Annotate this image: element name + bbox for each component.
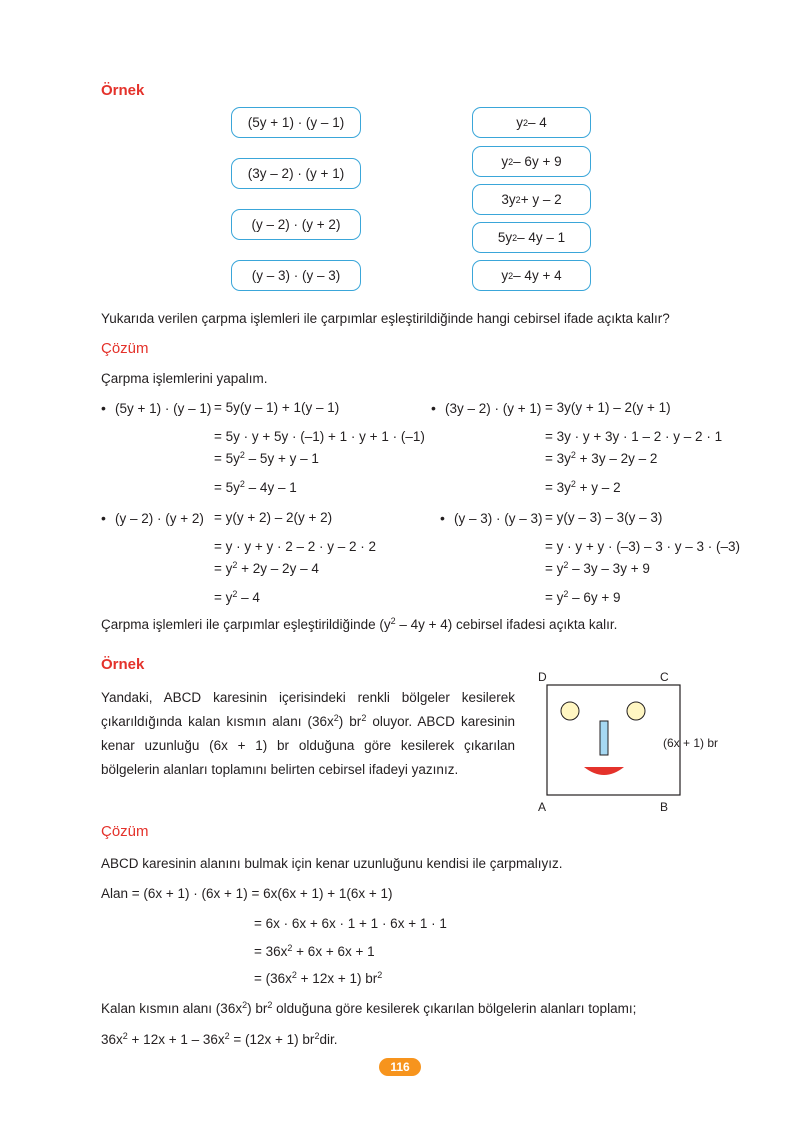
vertex-label-c: C [660, 670, 669, 684]
solution-heading: Çözüm [101, 340, 149, 357]
result-box: y 2 – 4y + 4 [472, 260, 591, 291]
result-box: y 2 – 6y + 9 [472, 146, 591, 177]
square-figure [520, 665, 740, 817]
vertex-label-a: A [538, 800, 547, 814]
vertex-label-b: B [660, 800, 669, 814]
expansion-step: = $y^2 + 2y - 2y - 4$ [214, 560, 319, 576]
expansion-label: • (3y – 2) · (y + 1) [431, 400, 541, 416]
expansion-step: = $3y^2 + y - 2$ [545, 479, 621, 495]
area-step: = $(36x^2 + 12x + 1)$ $br^2$ [254, 970, 383, 986]
expansion-step: = y · y + y · (–3) – 3 · y – 3 · (–3) [545, 539, 741, 554]
expansion-label: • (y – 3) · (y – 3) [440, 510, 543, 526]
vertex-label-d: D [538, 670, 547, 684]
question-text: Yukarıda verilen çarpma işlemleri ile çarpımlar eşleştirildiğinde hangi cebirsel ifade açıkta kalır? [101, 311, 670, 326]
remaining-area-text: Kalan kısmın alanı $(36x^2)$ $br^2$ olduğuna göre kesilerek çıkarılan bölgelerin alanları toplamı; [101, 1000, 637, 1016]
expansion-step: = $5y^2 - 5y + y - 1$ [214, 450, 319, 466]
left-eye-circle [561, 702, 579, 720]
right-eye-circle [627, 702, 645, 720]
expansion-step: = $y^2 - 6y + 9$ [545, 589, 621, 605]
expansion-step: = $y^2 - 3y - 3y + 9$ [545, 560, 650, 576]
solution-intro: Çarpma işlemlerini yapalım. [101, 371, 268, 386]
product-box: (3y – 2) · (y + 1) [231, 158, 361, 189]
side-length-label: (6x + 1) br [663, 736, 719, 750]
expansion-label: • (y – 2) · (y + 2) [101, 510, 204, 526]
example-heading: Örnek [101, 82, 145, 99]
solution-heading: Çözüm [101, 823, 149, 840]
expansion-step: = $3y^2 + 3y - 2y - 2$ [545, 450, 658, 466]
product-box: (y – 2) · (y + 2) [231, 209, 361, 240]
example-heading: Örnek [101, 656, 145, 673]
expansion-step: = 5y(y – 1) + 1(y – 1) [214, 400, 340, 415]
expansion-step: = y(y + 2) – 2(y + 2) [214, 510, 333, 525]
expansion-step: = y(y – 3) – 3(y – 3) [545, 510, 663, 525]
result-box: y 2 – 4 [472, 107, 591, 138]
example-text [101, 686, 515, 782]
expansion-step: = $5y^2 - 4y - 1$ [214, 479, 297, 495]
example-text-content: Yandaki, ABCD karesinin içerisindeki renkli bölgeler kesilerek çıkarıldığında kalan kısmın alanı $(36x^2)$ $br^2$ oluyor. ABCD karesinin kenar uzunluğu (6x + 1) br olduğuna göre kesilerek çıkarılan bölgelerin alanları toplamını belirten cebirsel ifadeyi yazınız. [101, 690, 515, 777]
expansion-step: = 3y · y + 3y · 1 – 2 · y – 2 · 1 [545, 429, 723, 444]
area-step: Alan = (6x + 1) · (6x + 1) = 6x(6x + 1) + 1(6x + 1) [101, 886, 393, 901]
conclusion-text: Çarpma işlemleri ile çarpımlar eşleştirildiğinde $(y^2 - 4y + 4)$ cebirsel ifadesi açıkta kalır. [101, 616, 618, 632]
expansion-step: = $y^2 - 4$ [214, 589, 260, 605]
result-box: 5y 2 – 4y – 1 [472, 222, 591, 253]
area-step: = $36x^2 + 6x + 6x + 1$ [254, 943, 375, 959]
area-step: = 6x · 6x + 6x · 1 + 1 · 6x + 1 · 1 [254, 916, 447, 931]
nose-rectangle [600, 721, 608, 755]
expansion-label: • (5y + 1) · (y – 1) [101, 400, 211, 416]
square-abcd [547, 685, 680, 795]
result-box: 3y 2 + y – 2 [472, 184, 591, 215]
expansion-step: = 3y(y + 1) – 2(y + 1) [545, 400, 671, 415]
solution-intro: ABCD karesinin alanını bulmak için kenar uzunluğunu kendisi ile çarpmalıyız. [101, 856, 563, 871]
product-box: (5y + 1) · (y – 1) [231, 107, 361, 138]
product-box: (y – 3) · (y – 3) [231, 260, 361, 291]
expansion-step: = y · y + y · 2 – 2 · y – 2 · 2 [214, 539, 377, 554]
expansion-step: = 5y · y + 5y · (–1) + 1 · y + 1 · (–1) [214, 429, 425, 444]
page-number: 116 [379, 1058, 421, 1076]
final-answer: $36x^2 + 12x + 1 - 36x^2 = (12x + 1)$ $br^2dir$. [101, 1031, 338, 1047]
